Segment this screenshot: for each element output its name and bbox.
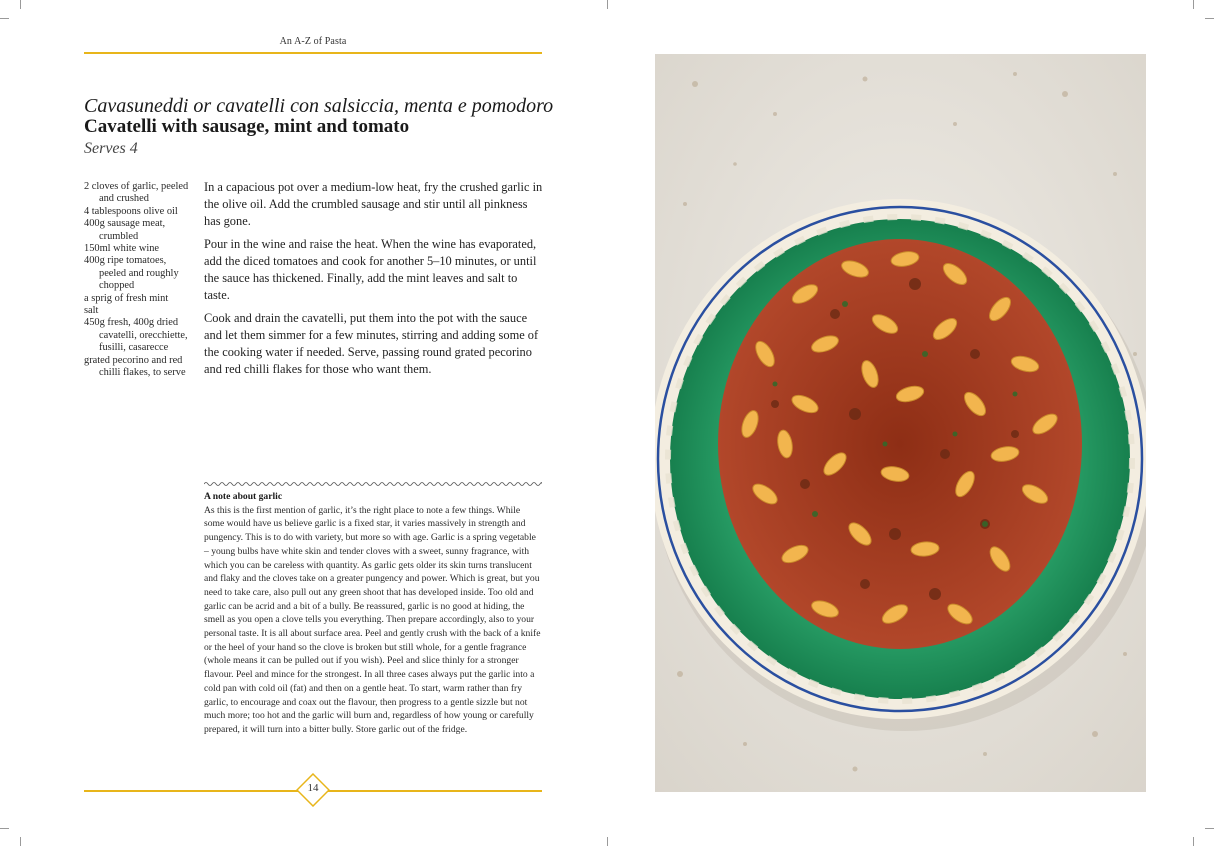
ingredient-item: 400g ripe tomatoes, peeled and roughly chopped (84, 255, 179, 292)
dish-illustration (655, 54, 1146, 792)
garlic-note (204, 490, 542, 737)
running-head: An A-Z of Pasta (279, 36, 347, 47)
ingredient-item: 400g sausage meat, crumbled (84, 218, 166, 242)
recipe-serves: Serves 4 (84, 140, 138, 157)
crop-mark (0, 18, 9, 19)
header-rule (84, 52, 542, 54)
ingredient-list (84, 181, 192, 380)
crop-mark (1205, 828, 1214, 829)
crop-mark (1193, 837, 1194, 846)
crop-mark (20, 837, 21, 846)
ingredient-item: 150ml white wine (84, 243, 160, 255)
ingredient-item: 450g fresh, 400g dried cavatelli, orecchiette, fusilli, casarecce (84, 317, 188, 354)
method-step: Pour in the wine and raise the heat. When the wine has evaporated, add the diced tomatoes and cook for another 5–10 minutes, or until the sauce has thickened. Finally, add the mint leaves and salt to taste. (204, 237, 537, 302)
note-divider-wave (204, 480, 542, 488)
ingredient-item: 2 cloves of garlic, peeled and crushed (84, 181, 189, 205)
method-step: Cook and drain the cavatelli, put them into the pot with the sauce and let them simmer for a few minutes, stirring and adding some of the cooking water if needed. Serve, passing round grated pecorino and red chilli flakes for those who want them. (204, 311, 539, 376)
ingredient-item: 4 tablespoons olive oil (84, 205, 178, 217)
recipe-title-english: Cavatelli with sausage, mint and tomato (84, 116, 410, 137)
note-heading: A note about garlic (204, 491, 283, 502)
ingredient-item: grated pecorino and red chilli flakes, to serve (84, 354, 186, 379)
method-step: In a capacious pot over a medium-low heat, fry the crushed garlic in the olive oil. Add the crumbled sausage and stir until all pinkness has gone. (204, 180, 543, 228)
crop-mark (0, 828, 9, 829)
crop-mark (607, 837, 608, 846)
note-body: As this is the first mention of garlic, it’s the right place to note a few things. While some would have us believe garlic is a fixed star, it varies massively in strength and pungency. This is to do with variety, but more so with age. Garlic is a spring vegetable – young bulbs have white skin and tender cloves with a sweet, sunny fragrance, with which you can be careless with quantity. As garlic gets older its skin turns translucent and flaky and the cloves take on a greater pungency and power. Which is great, but you need to take care, also pull out any green shoot that has developed inside. Too old and garlic can be acrid and a bit of a bully. Be reassured, garlic is no good at hiding, the smell as you open a clove tells you everything. Then prepare accordingly, also to your personal taste. It is all about surface area. Peel and gently crush with the back of a knife or the heel of your hand so the clove is broken but still whole, for a gentle fragrance (whole means it can be pulled out if you wish). Peel and slice thinly for a stronger flavour. Peel and mince for the strongest. In all three cases always put the garlic into a cold pan with cold oil (fat) and then on a gentle heat. To start, warm rather than fry garlic, to encourage and coax out the flavour, then progress to a gentle sizzle but not much more; too hot and the garlic will burn and, regardless of how young or carefully prepared, it will turn into a bitter bully. Store garlic out of the fridge. (204, 504, 541, 735)
crop-mark (1205, 18, 1214, 19)
recipe-title-italian: Cavasuneddi or cavatelli con salsiccia, menta e pomodoro (84, 95, 554, 117)
crop-mark (1193, 0, 1194, 9)
dish-photo (655, 54, 1146, 792)
crop-mark (607, 0, 608, 9)
crop-mark (20, 0, 21, 9)
ingredient-item: a sprig of fresh mint (84, 292, 169, 304)
ingredient-item: salt (84, 305, 99, 317)
page-number: 14 (307, 782, 319, 794)
method-steps (204, 179, 544, 384)
